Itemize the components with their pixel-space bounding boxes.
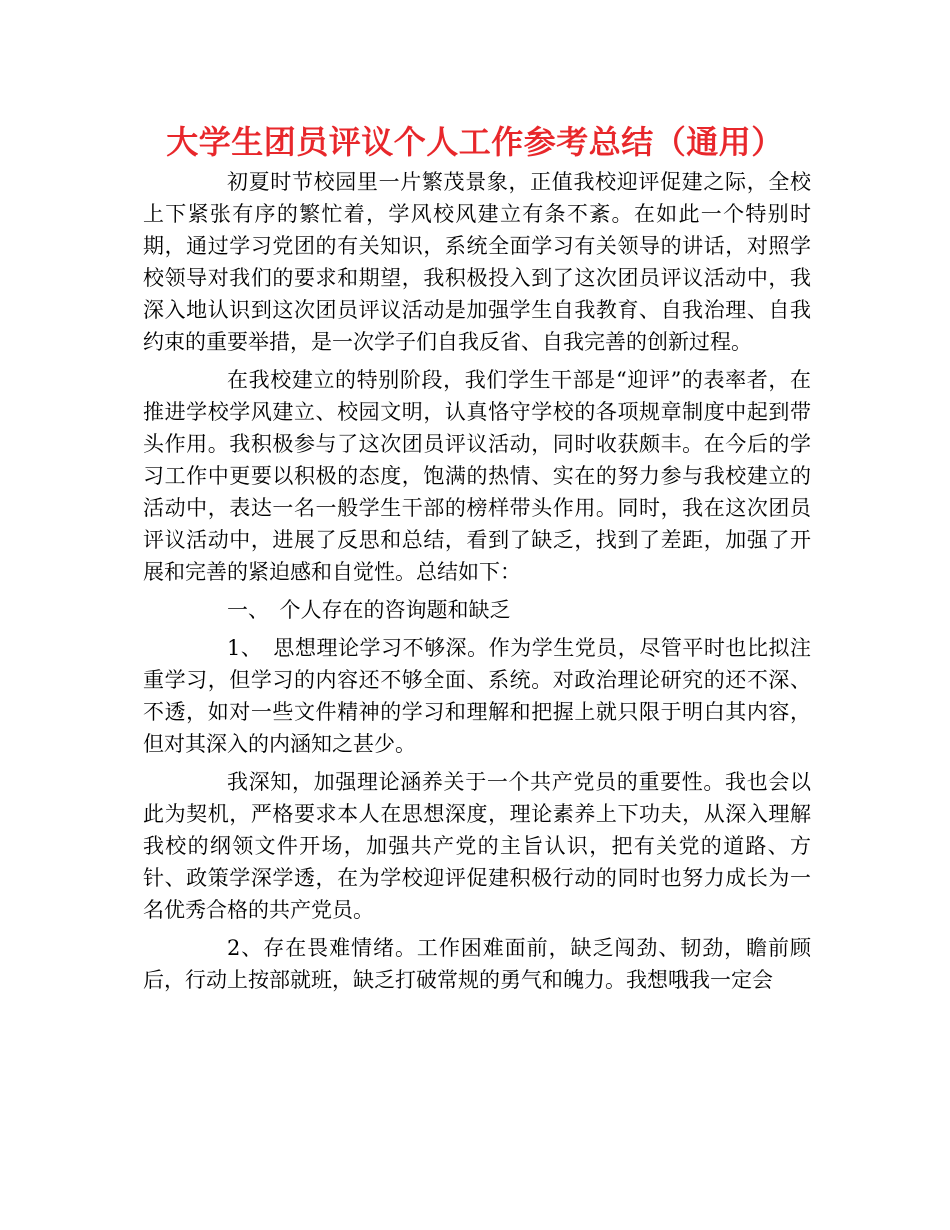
paragraph-point-1: 1、 思想理论学习不够深。作为学生党员，尽管平时也比拟注重学习，但学习的内容还不够全面、系统。对政治理论研究的还不深、不透，如对一些文件精神的学习和理解和把握上就只限于明白其内容，但对其深入的内涵知之甚少。	[143, 636, 811, 756]
document-body	[143, 166, 811, 1002]
paragraph-intro: 初夏时节校园里一片繁茂景象，正值我校迎评促建之际，全校上下紧张有序的繁忙着，学风校风建立有条不紊。在如此一个特别时期，通过学习党团的有关知识，系统全面学习有关领导的讲话，对照学校领导对我们的要求和期望，我积极投入到了这次团员评议活动中，我深入地认识到这次团员评议活动是加强学生自我教育、自我治理、自我约束的重要举措，是一次学子们自我反省、自我完善的创新过程。	[143, 170, 811, 354]
paragraph-point-2: 2、存在畏难情绪。工作困难面前，缺乏闯劲、韧劲，瞻前顾后，行动上按部就班，缺乏打破常规的勇气和魄力。我想哦我一定会	[143, 936, 811, 992]
section-heading-problems: 一、 个人存在的咨询题和缺乏	[227, 598, 511, 622]
paragraph-reflection: 我深知，加强理论涵养关于一个共产党员的重要性。我也会以此为契机，严格要求本人在思想深度，理论素养上下功夫，从深入理解我校的纲领文件开场，加强共产党的主旨认识，把有关党的道路、方针、政策学深学透，在为学校迎评促建积极行动的同时也努力成长为一名优秀合格的共产党员。	[143, 770, 811, 922]
paragraph-role: 在我校建立的特别阶段，我们学生干部是“迎评”的表率者，在推进学校学风建立、校园文明，认真恪守学校的各项规章制度中起到带头作用。我积极参与了这次团员评议活动，同时收获颇丰。在今后的学习工作中更要以积极的态度，饱满的热情、实在的努力参与我校建立的活动中，表达一名一般学生干部的榜样带头作用。同时，我在这次团员评议活动中，进展了反思和总结，看到了缺乏，找到了差距，加强了开展和完善的紧迫感和自觉性。总结如下：	[143, 368, 811, 584]
document-title: 大学生团员评议个人工作参考总结（通用）	[166, 123, 784, 161]
